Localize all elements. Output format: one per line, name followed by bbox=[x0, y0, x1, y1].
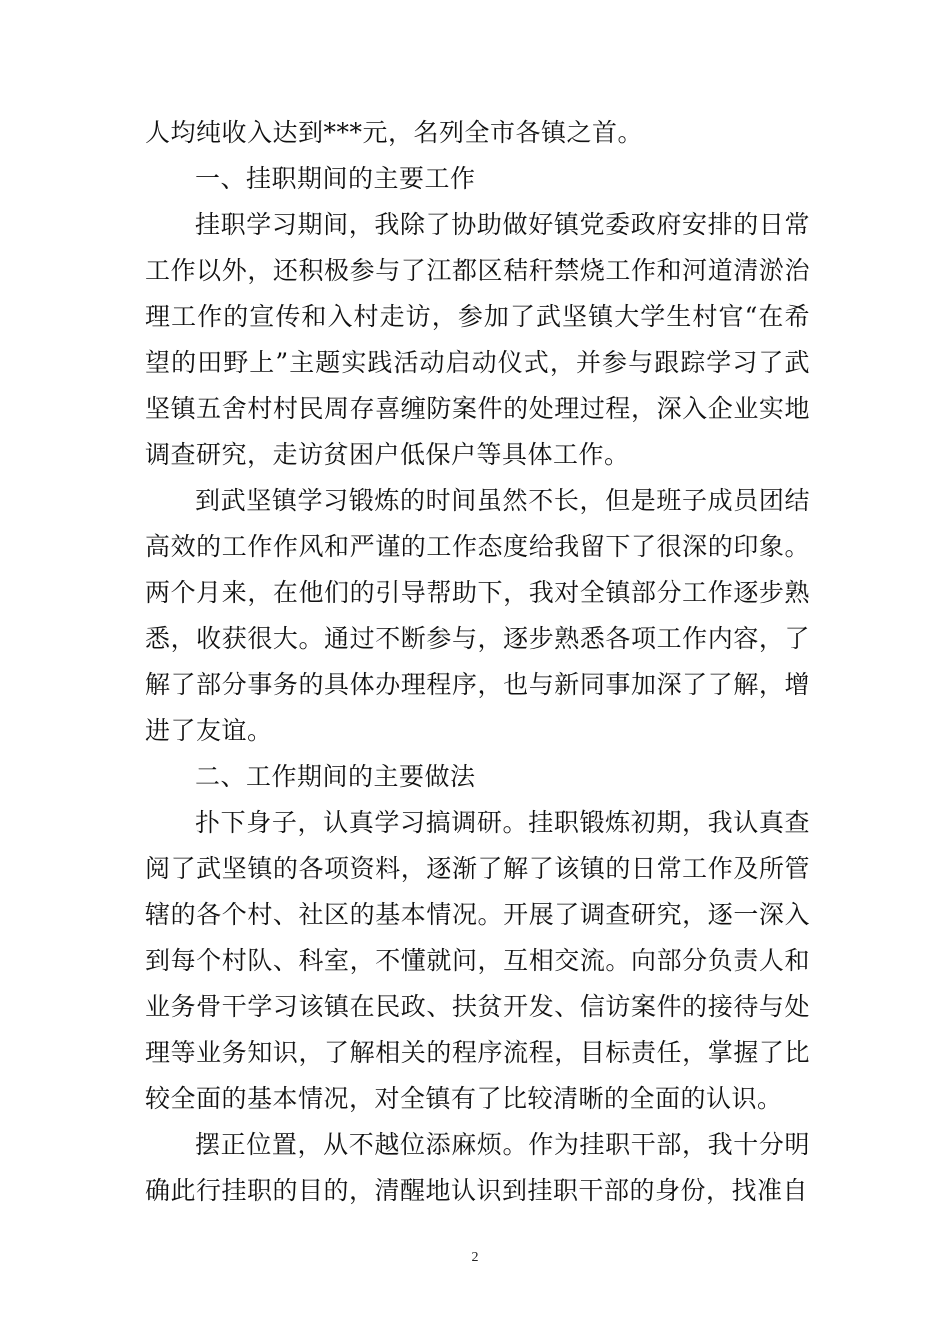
paragraph-main-work: 挂职学习期间，我除了协助做好镇党委政府安排的日常工作以外，还积极参与了江都区秸秆禁烧工作和河道清淤治理工作的宣传和入村走访，参加了武坚镇大学生村官“在希望的田野上”主题实践活动启动仪式，并参与跟踪学习了武坚镇五舍村村民周存喜缠防案件的处理过程，深入企业实地调查研究，走访贫困户低保户等具体工作。 bbox=[145, 210, 810, 469]
paragraph-continuation: 人均纯收入达到***元，名列全市各镇之首。 bbox=[145, 118, 644, 147]
paragraph-research: 扑下身子，认真学习搞调研。挂职锻炼初期，我认真查阅了武坚镇的各项资料，逐渐了解了该镇的日常工作及所管辖的各个村、社区的基本情况。开展了调查研究，逐一深入到每个村队、科室，不懂就问，互相交流。向部分负责人和业务骨干学习该镇在民政、扶贫开发、信访案件的接待与处理等业务知识，了解相关的程序流程，目标责任，掌握了比较全面的基本情况，对全镇有了比较清晰的全面的认识。 bbox=[145, 808, 810, 1113]
paragraph-impression: 到武坚镇学习锻炼的时间虽然不长，但是班子成员团结高效的工作作风和严谨的工作态度给我留下了很深的印象。两个月来，在他们的引导帮助下，我对全镇部分工作逐步熟悉，收获很大。通过不断参与，逐步熟悉各项工作内容，了解了部分事务的具体办理程序，也与新同事加深了了解，增进了友谊。 bbox=[145, 486, 810, 745]
page-number: 2 bbox=[471, 1250, 479, 1265]
section-heading-main-work: 一、挂职期间的主要工作 bbox=[195, 164, 476, 193]
document-body bbox=[145, 110, 810, 1214]
section-heading-main-methods: 二、工作期间的主要做法 bbox=[195, 762, 476, 791]
paragraph-position: 摆正位置，从不越位添麻烦。作为挂职干部，我十分明确此行挂职的目的，清醒地认识到挂职干部的身份，找准自 bbox=[145, 1130, 810, 1205]
